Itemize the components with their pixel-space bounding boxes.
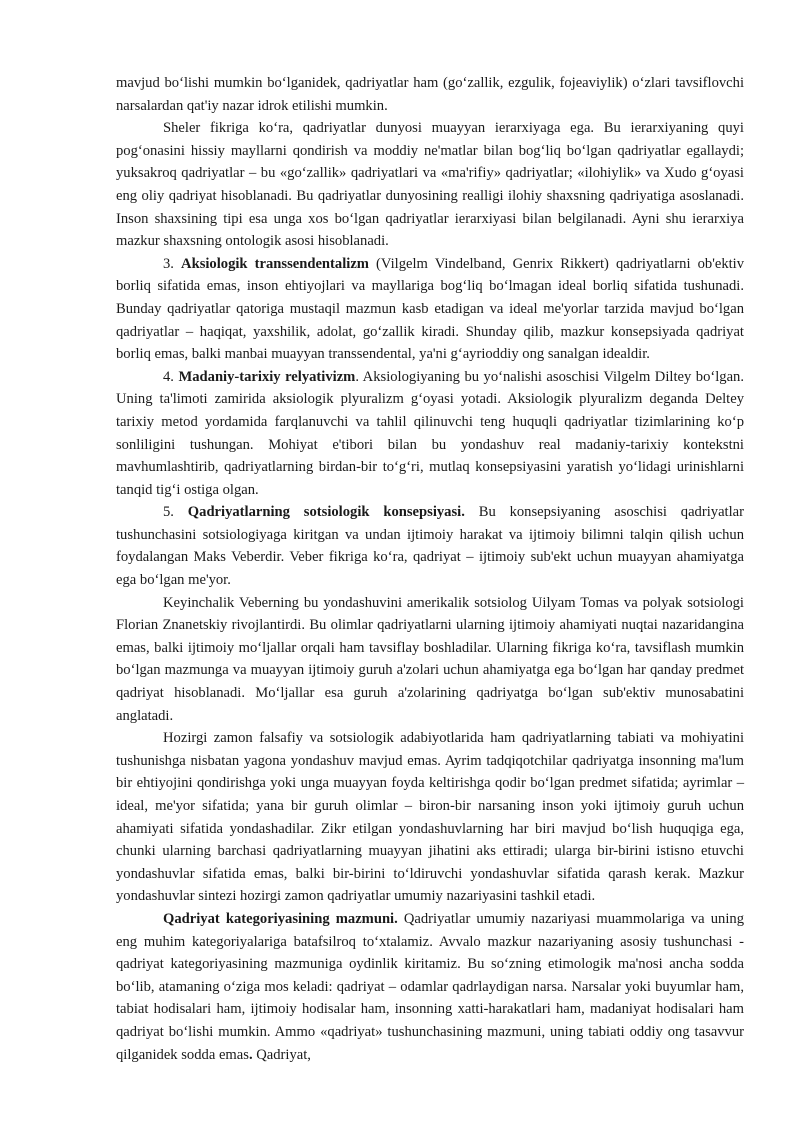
bold-term: Aksiologik transsendentalizm: [181, 255, 369, 272]
paragraph-keyinchalik: [116, 592, 744, 728]
paragraph-item-5: [116, 501, 744, 591]
text-run: 4.: [163, 368, 179, 385]
bold-term: Madaniy-tarixiy relyativizm: [178, 368, 356, 385]
text-run: Qadriyat,: [252, 1046, 311, 1063]
text-run: Qadriyatlar umumiy nazariyasi muammolariga va uning eng muhim kategoriyalariga batafsilroq toʻxtalamiz. Avvalo mazkur nazariyaning asosiy tushunchasi - qadriyat kategoriyasining mazmuniga oydinlik kiritamiz. Bu soʻzning etimologik ma'nosi ancha sodda boʻlib, atamaning oʻziga mos keladi: qadriyat – odamlar qadrlaydigan narsa. Narsalar yoki buyumlar ham, tabiat hodisalari ham, ijtimoiy hodisalar ham, insonning xatti-harakatlari ham, madaniyat hodisalari ham qadriyat boʻlishi mumkin. Ammo «qadriyat» tushunchasining mazmuni, uning tabiati oddiy ong tasavvur qilganidek sodda emas: [116, 910, 744, 1063]
paragraph-intro: [116, 72, 744, 117]
text-run: Hozirgi zamon falsafiy va sotsiologik adabiyotlarida ham qadriyatlarning tabiati va mohiyatini tushunishga nisbatan yagona yondashuv mavjud emas. Ayrim tadqiqotchilar qadriyatga insonning ma'lum bir ehtiyojini qondirishga yoki unga muayyan foyda keltirishga qodir boʻlgan predmet sifatida; ayrimlar – ideal, me'yor sifatida; yana bir guruh olimlar – biron-bir narsaning inson yoki ijtimoiy guruh uchun ahamiyati sifatida yondashadilar. Zikr etilgan yondashuvlarning har biri mavjud boʻlish huquqiga ega, chunki ularning barchasi qadriyatlarning muayyan jihatini aks ettiradi; ularga bir-birini istisno etuvchi yondashuvlar sifatida emas, balki bir-birini toʻldiruvchi yondashuvlar sifatida qarash kerak. Mazkur yondashuvlar sintezi hozirgi zamon qadriyatlar umumiy nazariyasini tashkil etadi.: [116, 730, 744, 905]
bold-term: Qadriyat kategoriyasining mazmuni.: [163, 910, 398, 927]
text-run: 3.: [163, 255, 182, 272]
text-run: 5.: [163, 504, 188, 521]
bold-term: .: [248, 1046, 253, 1063]
paragraph-item-3: [116, 253, 744, 366]
text-run: Sheler fikriga koʻra, qadriyatlar dunyosi muayyan ierarxiyaga ega. Bu ierarxiyaning quyi pogʻonasini hissiy mayllarni qondirish va moddiy ne'matlar bilan bogʻliq boʻlgan qadriyatlar egallaydi; yuksakroq qadriyatlar – bu «goʻzallik» qadriyatlari va «ma'rifiy» qadriyatlar; «ilohiylik» va Xudo gʻoyasi eng oliy qadriyat hisoblanadi. Bu qadriyatlar dunyosining realligi ilohiy shaxsning qadriyatiga asoslanadi. Inson shaxsining tipi esa unga xos boʻlgan qadriyatlar ierarxiyasi bilan belgilanadi. Ayni shu ierarxiya mazkur shaxsning ontologik asosi hisoblanadi.: [116, 120, 744, 250]
paragraph-sheler: [116, 117, 744, 253]
page-body: [116, 72, 744, 1066]
text-run: (Vilgelm Vindelband, Genrix Rikkert) qadriyatlarni ob'ektiv borliq sifatida emas, inson ehtiyojlari va mayllariga bogʻliq boʻlmagan ideal borliq sifatida tushunadi. Bunday qadriyatlar qatoriga mustaqil mazmun kasb etadigan va ideal me'yorlar tarzida mavjud boʻlgan qadriyatlar – haqiqat, yaxshilik, adolat, goʻzallik kiradi. Shunday qilib, mazkur konsepsiyada qadriyat borliq emas, balki manbai muayyan transsendental, ya'ni gʻayrioddiy ong sanalgan idealdir.: [116, 255, 745, 363]
paragraph-kategoriya: [116, 908, 744, 1066]
paragraph-hozirgi: [116, 727, 744, 908]
text-run: Bu konsepsiyaning asoschisi qadriyatlar tushunchasini sotsiologiyaga kiritgan va undan ijtimoiy harakat va ijtimoiy bilimni talqin qilish uchun foydalangan Maks Veberdir. Veber fikriga koʻra, qadriyat – ijtimoiy sub'ekt uchun muayyan ahamiyatga ega boʻlgan me'yor.: [116, 504, 744, 589]
text-run: mavjud boʻlishi mumkin boʻlganidek, qadriyatlar ham (goʻzallik, ezgulik, fojeaviylik) oʻzlari tavsiflovchi narsalardan qat'iy nazar idrok etilishi mumkin.: [116, 75, 744, 114]
text-run: Keyinchalik Veberning bu yondashuvini amerikalik sotsiolog Uilyam Tomas va polyak sotsiologi Florian Znanetskiy rivojlantirdi. Bu olimlar qadriyatlarni ularning ijtimoiy ahamiyati nuqtai nazaridangina emas, balki ijtimoiy moʻljallar orqali ham tavsiflay boshladilar. Ularning fikriga koʻra, tavsiflash mumkin boʻlgan mazmunga va muayyan ijtimoiy guruh a'zolari uchun ahamiyatga ega boʻlgan har qanday predmet qadriyat hisoblanadi. Moʻljallar esa guruh a'zolarining qadriyatga boʻlgan sub'ektiv munosabatini anglatadi.: [116, 594, 744, 724]
bold-term: Qadriyatlarning sotsiologik konsepsiyasi.: [187, 504, 465, 521]
text-run: . Aksiologiyaning bu yoʻnalishi asoschisi Vilgelm Diltey boʻlgan. Uning ta'limoti zamirida aksiologik plyuralizm gʻoyasi yotadi. Aksiologik plyuralizm deganda Deltey tarixiy metod yordamida farqlanuvchi va tahlil qilinuvchi teng huquqli qadriyatlar tizimlarining koʻp sonliligini tushungan. Mohiyat e'tibori bilan bu yondashuv real madaniy-tarixiy kontekstni mavhumlashtirib, qadriyatlarning birdan-bir toʻgʻri, mutlaq konsepsiyasini yaratish yoʻlidagi urinishlarni tanqid tigʻi ostiga olgan.: [116, 368, 744, 498]
paragraph-item-4: [116, 366, 744, 502]
